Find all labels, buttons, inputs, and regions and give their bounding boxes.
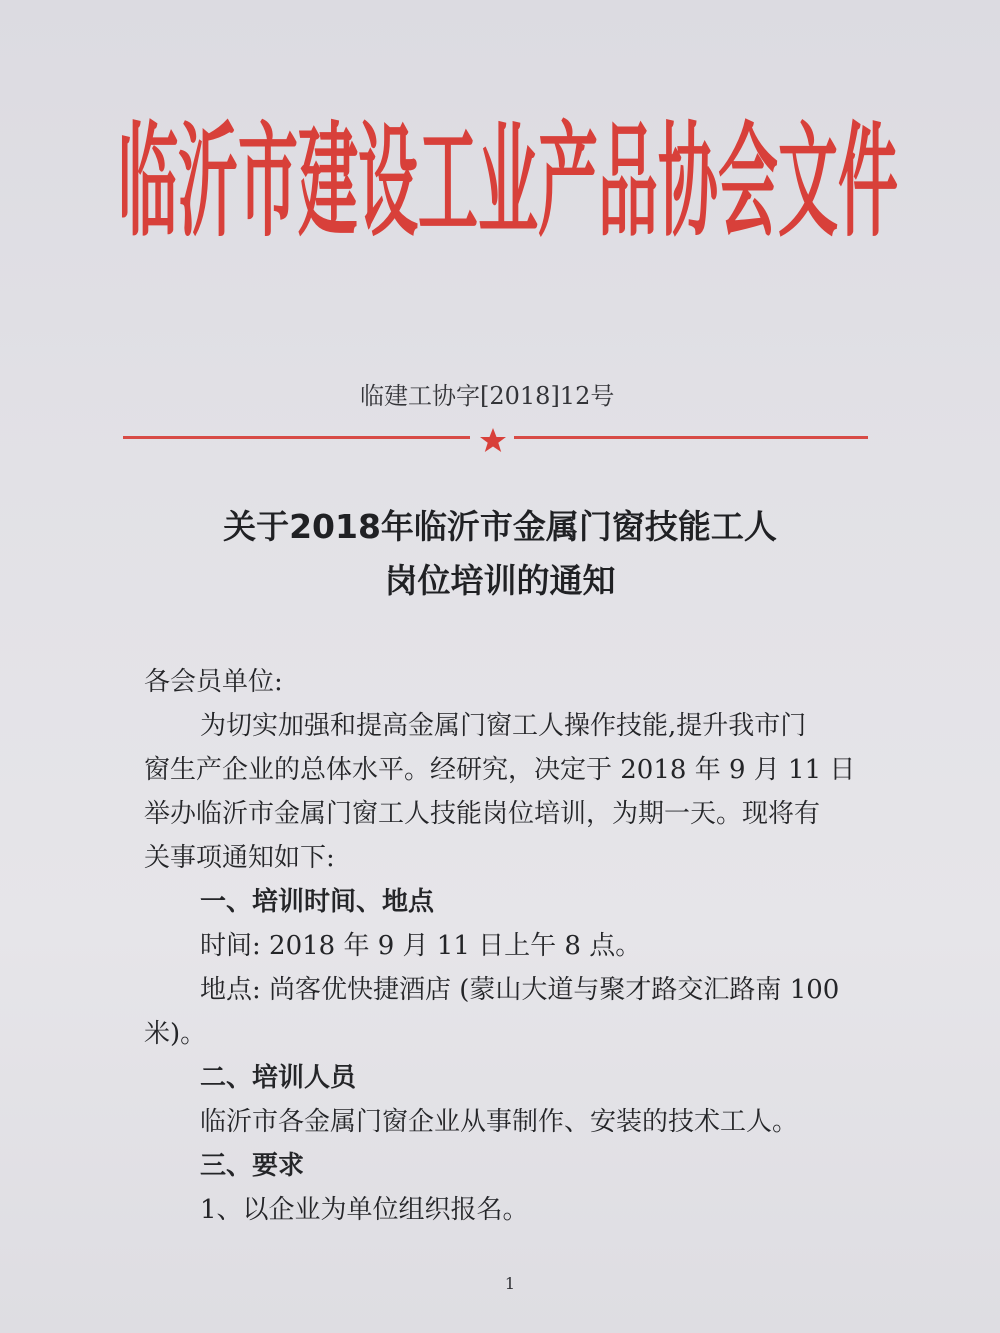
star-icon xyxy=(479,427,507,455)
requirement-item-1: 1、以企业为单位组织报名。 xyxy=(200,1195,529,1225)
red-header-title-text: 临沂市建设工业产品协会文件 xyxy=(118,111,898,255)
red-rule-left xyxy=(123,436,470,439)
training-time: 时间: 2018 年 9 月 11 日上午 8 点。 xyxy=(200,931,642,961)
section-1-heading: 一、培训时间、地点 xyxy=(200,887,435,917)
intro-line-2: 窗生产企业的总体水平。经研究，决定于 2018 年 9 月 11 日 xyxy=(144,755,856,785)
intro-line-3: 举办临沂市金属门窗工人技能岗位培训，为期一天。现将有 xyxy=(144,799,821,829)
training-location-line-2: 米)。 xyxy=(144,1019,207,1049)
red-header-title xyxy=(118,108,898,258)
notice-body xyxy=(144,660,884,1232)
page-number: 1 xyxy=(504,1274,516,1293)
notice-title xyxy=(150,500,850,608)
intro-line-1: 为切实加强和提高金属门窗工人操作技能,提升我市门 xyxy=(200,711,807,741)
training-personnel: 临沂市各金属门窗企业从事制作、安装的技术工人。 xyxy=(200,1107,799,1137)
salutation: 各会员单位: xyxy=(144,667,283,697)
red-rule-right xyxy=(514,436,868,439)
section-3-heading: 三、要求 xyxy=(200,1151,305,1181)
notice-title-line-2: 岗位培训的通知 xyxy=(384,561,616,600)
notice-title-line-1: 关于2018年临沂市金属门窗技能工人 xyxy=(223,507,777,546)
training-location-line-1: 地点: 尚客优快捷酒店 (蒙山大道与聚才路交汇路南 100 xyxy=(200,975,840,1005)
section-2-heading: 二、培训人员 xyxy=(200,1063,357,1093)
document-number: 临建工协字[2018]12号 xyxy=(360,382,615,410)
intro-line-4: 关事项通知如下: xyxy=(144,843,335,873)
